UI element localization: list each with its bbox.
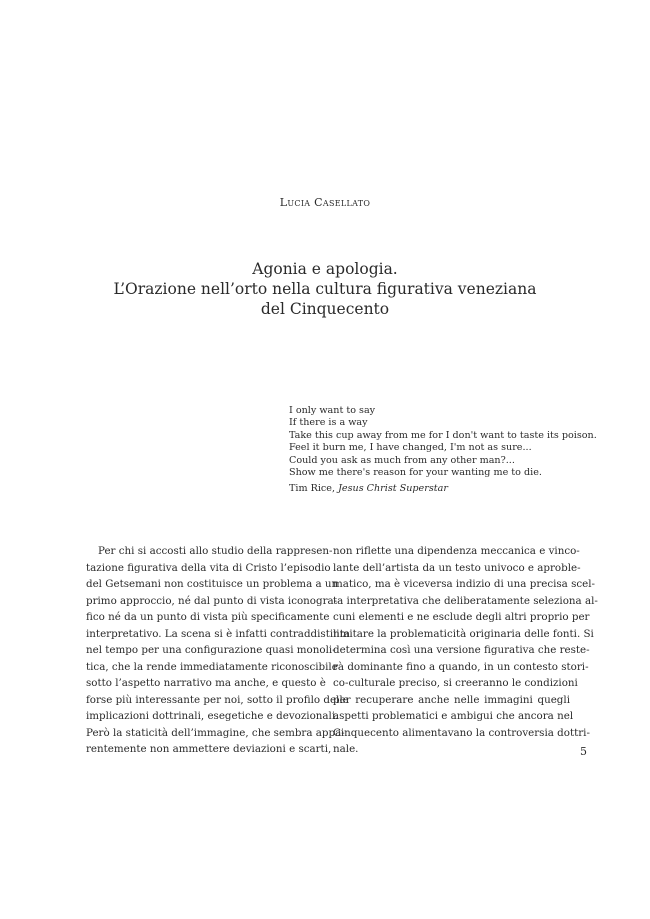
body-line: nel tempo per una configurazione quasi monoli- — [86, 644, 336, 656]
page-number: 5 — [580, 745, 587, 758]
body-line: rentemente non ammettere deviazioni e scarti, — [86, 743, 332, 755]
body-line: sotto l’aspetto narrativo ma anche, e questo è — [86, 677, 326, 689]
body-line: nale. — [333, 743, 359, 755]
body-line: rà dominante fino a quando, in un contesto stori- — [333, 660, 589, 673]
body-line: limitare la problematicità originaria delle fonti. Si — [333, 627, 594, 640]
body-line: determina così una versione figurativa che reste- — [333, 644, 590, 656]
body-line: cuni elementi e ne esclude degli altri proprio per — [333, 611, 590, 623]
body-line: primo approccio, né dal punto di vista iconogra- — [86, 594, 338, 607]
body-line: tazione figurativa della vita di Cristo l’episodio — [86, 561, 331, 574]
body-line: del Getsemani non costituisce un problema a un — [86, 578, 339, 590]
body-line: implicazioni dottrinali, esegetiche e devozionali. — [86, 710, 339, 722]
chapter-title — [0, 259, 650, 319]
title-line: Agonia e apologia. — [252, 260, 398, 278]
body-line: forse più interessante per noi, sotto il profilo delle — [86, 693, 349, 706]
epigraph-line: Could you ask as much from any other man?... — [289, 454, 515, 466]
body-line: non riflette una dipendenza meccanica e vinco- — [333, 545, 580, 557]
epigraph-line: Take this cup away from me for I don't want to taste its poison. — [289, 429, 597, 441]
body-line: aspetti problematici e ambigui che ancora nel — [333, 710, 574, 722]
title-line: del Cinquecento — [260, 300, 390, 318]
epigraph-line: Feel it burn me, I have changed, I'm not as sure... — [289, 442, 532, 454]
body-line: per recuperare anche nelle immagini quegli — [333, 693, 570, 706]
body-line: ta interpretativa che deliberatamente seleziona al- — [333, 594, 598, 607]
body-column-right — [333, 543, 598, 758]
body-line: matico, ma è viceversa indizio di una precisa scel- — [333, 578, 596, 590]
author-name-text: Lucia Casellato — [279, 196, 371, 209]
attribution-work: Jesus Christ Superstar — [338, 483, 448, 495]
epigraph-line: I only want to say — [289, 405, 376, 416]
epigraph-line: Show me there's reason for your wanting me to die. — [289, 467, 542, 479]
epigraph-line: If there is a way — [289, 417, 368, 429]
body-line: fico né da un punto di vista più specificamente — [86, 611, 330, 623]
body-line: co-culturale preciso, si creeranno le condizioni — [333, 677, 578, 689]
title-line: L’Orazione nell’orto nella cultura figurativa veneziana — [113, 280, 537, 298]
body-line: Cinquecento alimentavano la controversia dottri- — [333, 726, 590, 739]
body-line: lante dell’artista da un testo univoco e aproble- — [333, 561, 581, 574]
body-line: Per chi si accosti allo studio della rappresen- — [98, 545, 333, 557]
epigraph — [289, 405, 609, 496]
body-line: tica, che la rende immediatamente riconoscibile — [86, 660, 338, 673]
body-line: Però la staticità dell’immagine, che sembra appa- — [86, 726, 345, 739]
epigraph-attribution — [289, 483, 609, 495]
body-line: interpretativo. La scena si è infatti contraddistinta — [86, 627, 351, 640]
author-name — [0, 196, 650, 209]
attribution-author: Tim Rice, — [289, 483, 339, 495]
